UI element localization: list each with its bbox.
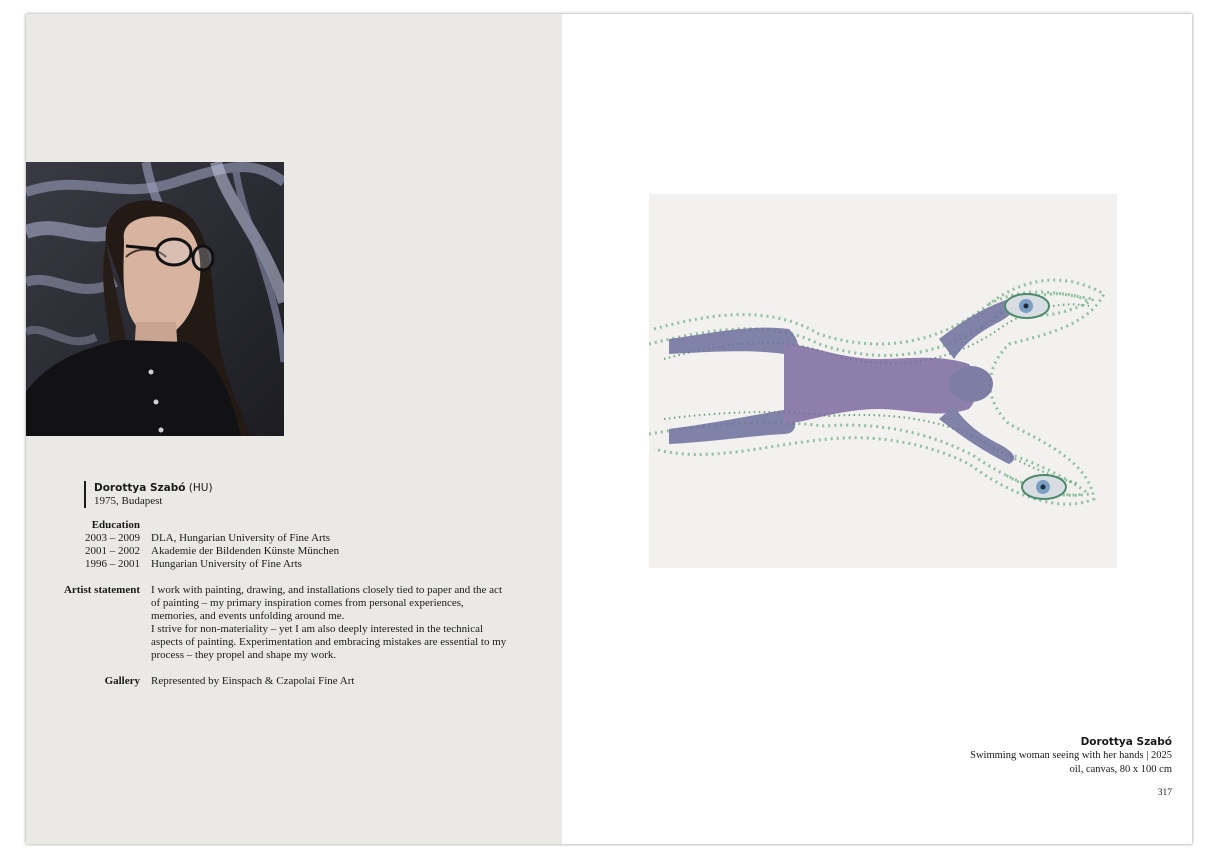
statement-section xyxy=(26,584,562,664)
page-number: 317 xyxy=(1157,788,1172,798)
artist-portrait-photo xyxy=(26,162,284,436)
gallery-value: Represented by Einspach & Czapolai Fine Art xyxy=(151,675,355,687)
statement-label: Artist statement xyxy=(63,584,140,596)
education-years: 2001 – 2002 xyxy=(85,545,140,557)
education-years: 1996 – 2001 xyxy=(85,558,140,570)
statement-paragraph: I work with painting, drawing, and installations closely tied to paper and the act of painting – my primary inspiration comes from personal experiences, memories, and events unfolding around me. xyxy=(151,584,502,622)
artwork-caption xyxy=(970,735,1172,777)
caption-medium: oil, canvas, 80 x 100 cm xyxy=(1069,764,1172,775)
artist-bio-header xyxy=(84,481,394,508)
education-institution: DLA, Hungarian University of Fine Arts xyxy=(151,532,331,544)
education-institution: Akademie der Bildenden Künste München xyxy=(151,545,340,557)
left-page xyxy=(26,14,562,844)
gallery-section xyxy=(26,675,562,689)
artist-country: (HU) xyxy=(188,482,213,494)
artwork-image xyxy=(649,194,1117,568)
statement-paragraph: I strive for non-materiality – yet I am also deeply interested in the technical aspects of painting. Experimentation and embracing mistakes are essential to my process – they propel and shape my work. xyxy=(151,623,507,661)
artist-name: Dorottya Szabó xyxy=(94,482,186,494)
education-years: 2003 – 2009 xyxy=(85,532,140,544)
caption-artist-name: Dorottya Szabó xyxy=(1080,736,1172,748)
gallery-label: Gallery xyxy=(104,675,140,687)
education-label: Education xyxy=(91,519,140,531)
caption-title: Swimming woman seeing with her hands | 2025 xyxy=(970,750,1172,761)
artist-name-line xyxy=(94,481,394,495)
statement-text xyxy=(151,584,511,662)
education-section xyxy=(26,519,562,579)
education-institution: Hungarian University of Fine Arts xyxy=(151,558,302,570)
artist-birth: 1975, Budapest xyxy=(94,495,163,507)
